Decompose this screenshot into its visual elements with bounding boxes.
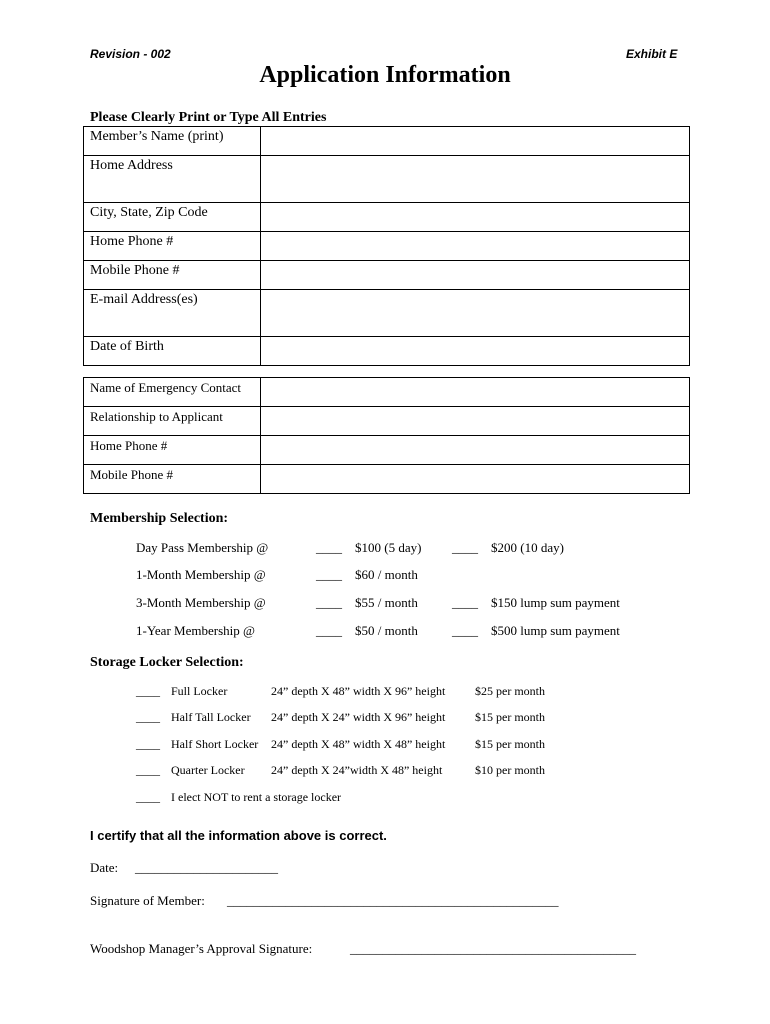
emergency-home-phone-row	[84, 436, 690, 465]
manager-signature-label: Woodshop Manager’s Approval Signature:	[90, 941, 313, 956]
half-tall-locker-blank[interactable]: ____	[136, 710, 160, 724]
one-month-blank-1[interactable]: ____	[316, 567, 342, 582]
day-pass-option-1: $100 (5 day)	[355, 540, 422, 555]
emergency-name-label: Name of Emergency Contact	[84, 378, 261, 407]
full-locker-name: Full Locker	[171, 684, 228, 698]
member-name-field[interactable]	[261, 127, 690, 156]
three-month-option-1: $55 / month	[355, 595, 418, 610]
date-line[interactable]: ______________________	[135, 860, 278, 875]
certification-statement: I certify that all the information above is correct.	[90, 828, 387, 843]
city-state-zip-field[interactable]	[261, 203, 690, 232]
home-address-row	[84, 156, 690, 203]
revision-label: Revision - 002	[90, 47, 171, 61]
day-pass-blank-2[interactable]: ____	[452, 540, 478, 555]
decline-locker-text: I elect NOT to rent a storage locker	[171, 790, 342, 804]
date-label: Date:	[90, 860, 119, 875]
half-tall-locker-name: Half Tall Locker	[171, 710, 251, 724]
city-state-zip-label: City, State, Zip Code	[84, 203, 261, 232]
mobile-phone-field[interactable]	[261, 261, 690, 290]
quarter-locker-price: $10 per month	[475, 763, 545, 777]
home-address-label: Home Address	[84, 156, 261, 203]
day-pass-blank-1[interactable]: ____	[316, 540, 342, 555]
one-month-label: 1-Month Membership @	[136, 567, 266, 582]
page-title: Application Information	[259, 62, 511, 88]
emergency-name-field[interactable]	[261, 378, 690, 407]
half-tall-locker-price: $15 per month	[475, 710, 545, 724]
home-phone-label: Home Phone #	[84, 232, 261, 261]
half-short-locker-price: $15 per month	[475, 737, 545, 751]
manager-signature-line[interactable]: ____________________________________________	[350, 941, 636, 956]
full-locker-blank[interactable]: ____	[136, 684, 160, 698]
member-name-row	[84, 127, 690, 156]
email-field[interactable]	[261, 290, 690, 337]
emergency-mobile-phone-row	[84, 465, 690, 494]
instruction-text: Please Clearly Print or Type All Entries	[90, 110, 327, 125]
half-short-locker-blank[interactable]: ____	[136, 737, 160, 751]
one-year-option-2: $500 lump sum payment	[491, 623, 620, 638]
mobile-phone-label: Mobile Phone #	[84, 261, 261, 290]
quarter-locker-blank[interactable]: ____	[136, 763, 160, 777]
member-signature-label: Signature of Member:	[90, 893, 205, 908]
date-of-birth-label: Date of Birth	[84, 337, 261, 366]
locker-heading: Storage Locker Selection:	[90, 655, 244, 670]
membership-heading: Membership Selection:	[90, 511, 229, 526]
half-short-locker-name: Half Short Locker	[171, 737, 259, 751]
email-label: E-mail Address(es)	[84, 290, 261, 337]
full-locker-dimensions: 24” depth X 48” width X 96” height	[271, 684, 446, 698]
day-pass-label: Day Pass Membership @	[136, 540, 269, 555]
three-month-label: 3-Month Membership @	[136, 595, 266, 610]
full-locker-price: $25 per month	[475, 684, 545, 698]
relationship-label: Relationship to Applicant	[84, 407, 261, 436]
member-name-label: Member’s Name (print)	[84, 127, 261, 156]
decline-locker-blank[interactable]: ____	[136, 790, 160, 804]
three-month-blank-2[interactable]: ____	[452, 595, 478, 610]
one-year-blank-1[interactable]: ____	[316, 623, 342, 638]
emergency-mobile-phone-field[interactable]	[261, 465, 690, 494]
mobile-phone-row	[84, 261, 690, 290]
three-month-option-2: $150 lump sum payment	[491, 595, 620, 610]
half-short-locker-dimensions: 24” depth X 48” width X 48” height	[271, 737, 446, 751]
home-phone-row	[84, 232, 690, 261]
day-pass-option-2: $200 (10 day)	[491, 540, 564, 555]
one-year-blank-2[interactable]: ____	[452, 623, 478, 638]
emergency-name-row	[84, 378, 690, 407]
emergency-home-phone-field[interactable]	[261, 436, 690, 465]
exhibit-label: Exhibit E	[626, 47, 678, 61]
half-tall-locker-dimensions: 24” depth X 24” width X 96” height	[271, 710, 446, 724]
member-info-table	[83, 126, 690, 366]
one-year-option-1: $50 / month	[355, 623, 418, 638]
home-address-field[interactable]	[261, 156, 690, 203]
one-month-option-1: $60 / month	[355, 567, 418, 582]
three-month-blank-1[interactable]: ____	[316, 595, 342, 610]
one-year-label: 1-Year Membership @	[136, 623, 255, 638]
email-row	[84, 290, 690, 337]
home-phone-field[interactable]	[261, 232, 690, 261]
emergency-contact-table	[83, 377, 690, 494]
emergency-home-phone-label: Home Phone #	[84, 436, 261, 465]
quarter-locker-dimensions: 24” depth X 24”width X 48” height	[271, 763, 443, 777]
city-state-zip-row	[84, 203, 690, 232]
member-signature-line[interactable]: ___________________________________________________	[227, 893, 559, 908]
relationship-row	[84, 407, 690, 436]
emergency-mobile-phone-label: Mobile Phone #	[84, 465, 261, 494]
date-of-birth-field[interactable]	[261, 337, 690, 366]
date-of-birth-row	[84, 337, 690, 366]
relationship-field[interactable]	[261, 407, 690, 436]
quarter-locker-name: Quarter Locker	[171, 763, 245, 777]
